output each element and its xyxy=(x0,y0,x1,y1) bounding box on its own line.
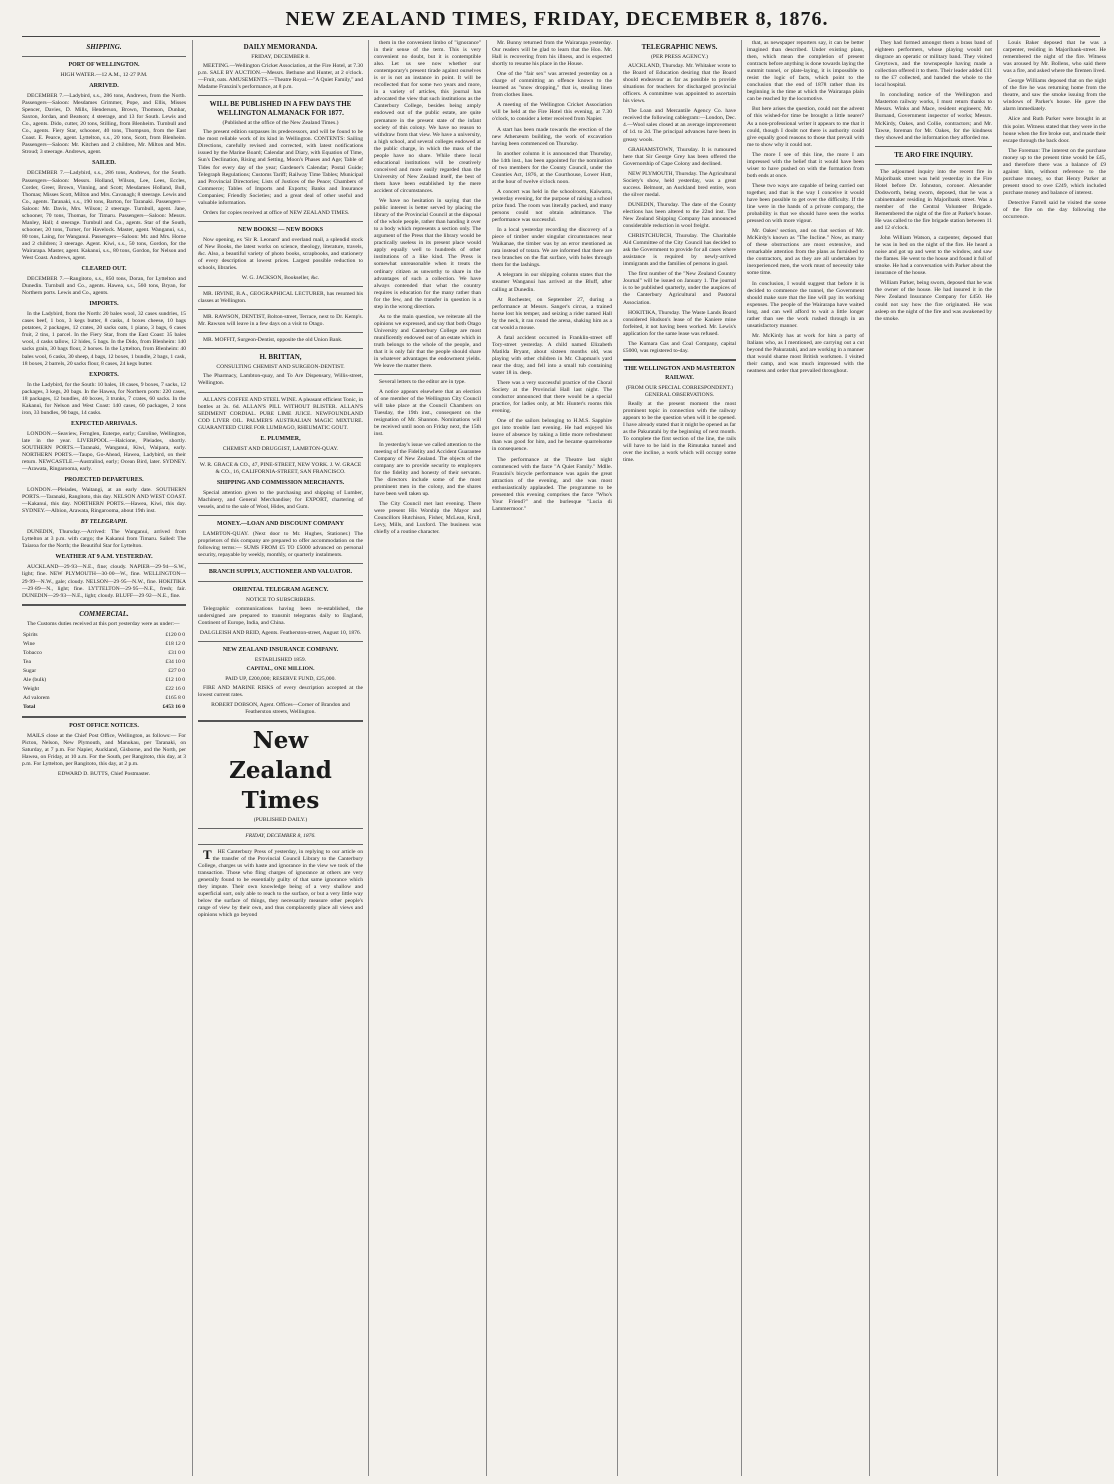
railway-text: These two ways are capable of being carried out together, and that is the way I conceive it would have been possible to get over the difficulty. If the line were in the hands of a private company, the probability is that we should have seen the works pressed on with more vigour. xyxy=(747,182,864,225)
column-shipping xyxy=(22,40,191,1476)
railway-subheading: (FROM OUR SPECIAL CORRESPONDENT.) GENERAL OBSERVATIONS. xyxy=(626,384,733,398)
projected-text: LONDON.—Pleiades, Waitangi, at an early date. SOUTHERN PORTS.—Taranaki, Rangitoto, this day. NELSON AND WEST COAST.—Kakanui, this day. NORTHERN PORTS.—Hawea, Kiwi, this day. SYDNEY.—Albion, Arawata, Ringarooma, about 19th inst. xyxy=(22,487,186,515)
tides-text: HIGH WATER.—12 A.M., 12·27 P.M. xyxy=(60,72,148,78)
column-fire-inquiry xyxy=(869,40,997,1476)
local-news: A start has been made towards the erection of the new Athenæum building, the work of excavation having been commenced on Thursday. xyxy=(492,126,612,147)
imports-heading: IMPORTS. xyxy=(89,301,119,308)
brittan-text: The Pharmacy, Lambton-quay, and To Are Dispensary, Willis-street, Wellington. xyxy=(198,373,363,387)
telegraphic-heading: TELEGRAPHIC NEWS. xyxy=(641,43,718,51)
moffit-advert: MR. MOFFIT, Surgeon-Dentist, opposite the old Union Bank. xyxy=(203,337,343,344)
telegram-item: NEW PLYMOUTH, Thursday. The Agricultural Society's show, held yesterday, was a great success. Belmont, an Auckland bred entire, won the silver medal. xyxy=(623,170,736,198)
commercial-intro: The Customs duties received at this port yesterday were as under:— xyxy=(27,620,180,627)
arrived-text: DECEMBER 7.—Ladybird, s.s., 286 tons, Andrews, from the North. Passengers—Saloon: Mesdames Grimmer, Pope, and Ellis, Misses Spencer, Davies, D. Mills, Henderson, Brown, Thomson, Dunbar, Saxton, Jordan, and Beatson; 4 steerage, and 13 for South. Lewis and Co., agents. Dido, cutter, 20 tons, Stilling, from Blenheim. Turnbull and Co., agents. Fiery Star, schooner, 40 tons, Thompson, from the East Coast. E. Pearce, agent. Lyttelton, s.s., 20 tons, Scott, from Blenheim. Passengers—Saloon: Mr. Kitchen and 2 children, Mr. Milton and Mrs. Stroud; 3 steerage. Andrews, agent. xyxy=(22,93,186,156)
insurance-heading: NEW ZEALAND INSURANCE COMPANY. xyxy=(222,647,339,654)
brittan-subheading: CONSULTING CHEMIST AND SURGEON-DENTIST. xyxy=(216,364,345,371)
editorial-continued: them in the convenient limbo of "ignorance" in their sense of the term. This is very convenient no doubt, but it is contemptible also. Let us see now whether our contemporary's present tirade against ourselves is or is not an instance in point. It will be recollected that for some two years and more, in a variety of articles, this journal has advocated the view that such institutions as the Canterbury College, besides being amply endowed out of the public estate, are quite premature in the present state of the infant society of this colony. We have no reason to withdraw from that view. We have a university, a high school, and several colleges endowed at the public charge, in which the mass of the people have no share. While there local educational institutions will be creatively conceived and more easily regarded than the University of New Zealand itself, the best of them have been established by the mere accident of circumstances. xyxy=(374,40,481,194)
insurance-capital: CAPITAL, ONE MILLION. xyxy=(246,666,315,673)
railway-text: Mr. Oakes' section, and on that section of Mr. McKirdy's known as "The Incline." Now, as many of these obstructions are most extensive, and remarkable attention from the plans as furnished to the contractors, and as they are all undertaken by inexperienced men, the work must of necessity take some time. xyxy=(747,228,864,277)
grace-text: Special attention given to the purchasing and shipping of Lumber, Machinery, and General Merchandise; for EXPORT, chartering of vessels, and to the sale of Wool, Hides, and Gum. xyxy=(198,489,363,510)
grace-heading: W. R. GRACE & CO., 47, PINE-STREET, NEW YORK. J. W. GRACE & CO., 16, CALIFORNIA-STREET, SAN FRANCISCO. xyxy=(199,461,362,475)
telegram-item: The Kumara Gas and Coal Company, capital £5000, was registered to-day. xyxy=(623,340,736,354)
customs-value: £34 10 0 xyxy=(165,658,185,665)
imports-text: In the Ladybird, from the North: 20 bales wool, 32 cases sundries, 15 cases beef, 1 box, 3 kegs butter, 8 casks, 4 boxes cheese, 10 bags potatoes, 2 packages, 12 crates, 20 sacks oats, 1 piano, 3 bags, 6 cases fruit, 2 tins, 1 parcel. In the Fiery Star, from the East Coast: 35 bales wool, 4 casks tallow, 12 hides, 5 bags. In the Dido, from Blenheim: 140 sacks grain, 30 bags flour, 2 horses. In the Lyttelton, from Blenheim: 40 bales wool, 6 casks, 30 sheep, 4 bags, 12 boxes, 1 bundle, 2 bags, 1 cask, 18 boxes, 2 barrels, 20 sacks flour, 8 cases, 24 kegs butter. xyxy=(22,311,186,367)
local-news: Mr. Bunny returned from the Wairarapa yesterday. Our readers will be glad to learn that the Hon. Mr. Hall is recovering from his illness, and is expected shortly to resume his place in the House. xyxy=(492,40,612,68)
customs-item: Tea xyxy=(23,658,31,665)
customs-item: Sugar xyxy=(23,667,37,674)
divider xyxy=(198,515,363,516)
customs-item: Weight xyxy=(23,685,40,692)
inquiry-text: Detective Farrell said he visited the scene of the fire on the day following the occurrence. xyxy=(1003,199,1106,221)
divider xyxy=(198,392,363,393)
inquiry-text: John William Watson, a carpenter, deposed that he was in bed on the night of the fire. He heard a noise and got up and went to the window, and saw the flames. He went to the house and found it full of smoke. He had a conversation with Parker about the insurance of the house. xyxy=(875,235,992,277)
brittan-heading: H. BRITTAN, xyxy=(259,353,302,362)
plummer-subheading: CHEMIST AND DRUGGIST, LAMBTON-QUAY. xyxy=(222,445,339,452)
oriental-text: Telegraphic communications having been re-established, the undersigned are prepared to transmit telegrams daily to England, Continent of Europe, India, and China. xyxy=(198,606,363,627)
weather-text: AUCKLAND—29·93—N.E., fine; cloudy. NAPIER—29·94—S.W., light; fine. NEW PLYMOUTH—30·00—W., fine. WELLINGTON—29·99—N.W., gale; cloudy. NELSON—29·95—N.W., fine. HOKITIKA—29·89—N., light; fine. LYTTELTON—29·95—N.E., fresh; fair. DUNEDIN—29·93—N.E., light; cloudy. BLUFF—29·92—N.E., fine. xyxy=(22,564,186,599)
column-advertisements xyxy=(192,40,368,1476)
editorial-text: THE Canterbury Press of yesterday, in replying to our article on the transfer of the Provincial Council Library to the Canterbury College, charges us with haste and ignorance in the view we took of the transaction. Those who fling charges of ignorance at others are very generally found to be essentially guilty of that same ignorance which they impute. Their own knowledge being of a very shallow and superficial sort, only able to reach to the surface, or but a very little way below the surface of things, they necessarily measure other people's range of view by their own, and thus complacently place all views and opinions which go beyond xyxy=(198,846,363,919)
local-news: One of the "fair sex" was arrested yesterday on a charge of committing an offence known to the learned as "snow dropping," that is, stealing linen from clothes lines. xyxy=(492,71,612,99)
sailed-heading: SAILED. xyxy=(92,160,116,167)
table-row xyxy=(22,631,186,640)
telegram-item: CHRISTCHURCH, Thursday. The Charitable Aid Committee of the City Council has decided to ask the Government to provide for all cases where assistance is required by newly-arrived immigrants and the families of persons in gaol. xyxy=(623,233,736,268)
cleared-text: DECEMBER 7.—Rangitoto, s.s., 850 tons, Doran, for Lyttelton and Dunedin. Turnbull and Co., agents. Hawea, s.s., 560 tons, Bryan, for Northern ports. Lewis and Co., agents. xyxy=(22,276,186,297)
memoranda-text: MEETING.—Wellington Cricket Association, at the Fire Hotel, at 7.30 p.m. SALE BY AUCTION.—Messrs. Bethune and Hunter, at 2 o'clock.—Fruit, oats. AMUSEMENTS.—Theatre Royal.—"A Quiet Family," and Madame Franzini's performance, at 8 p.m. xyxy=(198,63,364,91)
cleared-heading: CLEARED OUT. xyxy=(81,266,127,273)
grace-subheading: SHIPPING AND COMMISSION MERCHANTS. xyxy=(216,479,345,486)
telegram-item: The Loan and Mercantile Agency Co. have received the following cablegram:—London, Dec. 4.—Wool sales closed at an average improvement of 1d. to 2d. The principal advances have been in greasy wools. xyxy=(623,108,736,143)
almanack-note: Orders for copies received at office of NEW ZEALAND TIMES. xyxy=(203,209,350,216)
port-heading: PORT OF WELLINGTON. xyxy=(68,62,140,68)
telegram-item: The first number of the "New Zealand Country Journal" will be issued on January 1. The journal is to be published quarterly, under the auspices of the Canterbury Agricultural and Pastoral Association. xyxy=(623,271,736,306)
inquiry-text: Alice and Ruth Parker were brought in at this point. Witness stated that they were in the house when the fire broke out, and made their escape through the back door. xyxy=(1003,116,1106,144)
divider xyxy=(198,581,363,582)
arrived-heading: ARRIVED. xyxy=(89,83,119,90)
insurance-established: ESTABLISHED 1859. xyxy=(254,657,307,664)
telegram-item: HOKITIKA, Thursday. The Waste Lands Board considered Hudson's lease of the Kaniere mine forfeited, it not having been worked. Mr. Lewis's application for the same lease was refused. xyxy=(623,309,736,337)
editorial-paragraph: We have no hesitation in saying that the public interest is better served by placing the library of the Provincial Council at the disposal of the whole people, rather than handing it over to a body which represents a section only. The argument of the Press that the library would be practically useless in its present place would apply equally well to hundreds of other institutions of a like kind. The Press is somewhat unreasonable when it treats the ordinary citizen as unworthy to share in the advantages of such a collection. We have always contended that what the country requires is education for the many rather than for the few, and the transfer in question is a step in the wrong direction. xyxy=(374,198,481,310)
sailed-text: DECEMBER 7.—Ladybird, s.s., 286 tons, Andrews, for the South. Passengers—Saloon: Messrs. Holland, Wilson, Lee, Lees, Eccles, Corder, Greer, Brown, Vinning, and Scott; Mesdames Holland, Bull, Thomas; Misses Scott, Milton and Mrs. Cavanagh; 8 steerage. Lewis and Co., agents. Taranaki, s.s., 190 tons, Barton, for Taranaki. Passengers—Saloon: Mr. Davis, Mrs. Wilson; 2 steerage. Turnbull, agent. Jane, schooner, 70 tons, Thomas, for Timaru. Passengers—Saloon: Messrs. Manley, Hall; 4 steerage. Turnbull and Co., agents. Star of the South, schooner, 20 tons, Turner, for Havelock. Master, agent. Wanganui, s.s., 80 tons, Laing, for Wanganui. Passengers—Saloon: Mr. and Mrs. Horne and 2 children; 3 steerage. Agent. Kiwi, s.s., 50 tons, Gordon, for the Wairarapa. Master, agent. Kakanui, s.s., 80 tons, Gordon, for Nelson and West Coast. Andrews, agent. xyxy=(22,170,186,262)
post-office-text: MAILS close at the Chief Post Office, Wellington, as follows:— For Picton, Nelson, New Plymouth, and Manukau, per Taranaki, on Saturday, at 7 p.m. For Napier, Auckland, Gisborne, and the North, per Hawea, on Friday, at 10 a.m. For the South, per Rangitoto, this day, at 3 p.m. For Lyttelton, per Rangitoto, this day, at 2 p.m. xyxy=(22,732,186,767)
divider xyxy=(875,146,992,147)
customs-value: £120 0 0 xyxy=(165,631,185,638)
local-news: In another column it is announced that Thursday, the 14th inst., has been appointed for the nomination of two members for the County Council, under the Counties Act, 1876, at the Courthouse, Lower Hutt, at the hour of twelve o'clock noon. xyxy=(492,150,612,185)
local-news: One of the sailors belonging to H.M.S. Sapphire got into trouble last evening. He had enjoyed his leave of absence by taking a little more refreshment than was good for him, and he became quarrelsome in consequence. xyxy=(492,418,612,453)
allans-advert: ALLAN'S COFFEE AND STEEL WINE. A pleasant efficient Tonic, in bottles at 2s. 6d. ALLAN'S PILL WITHOUT BLISTER. ALLAN'S SEDIMENT CORDIAL. PURE LIME JUICE. NEWFOUNDLAND COD LIVER OIL. PALMER'S AUSTRALIAN MAGIC MIXTURE. GUARANTEED CURE FOR LUMBAGO, RHEUMATIC GOUT. xyxy=(198,396,363,431)
divider xyxy=(198,332,363,333)
telegraph-text: DUNEDIN, Thursday.—Arrived: The Wanganui, arrived from Lyttelton at 3 p.m. with cargo; the Kakanui from Timaru. Sailed: The Taiaroa for the North; the Beautiful Star for Lyttelton. xyxy=(22,529,186,550)
divider xyxy=(198,309,363,310)
insurance-paid-up: PAID UP, £200,000; RESERVE FUND, £25,000. xyxy=(225,675,336,682)
column-editorial xyxy=(368,40,486,1476)
oriental-subheading: NOTICE TO SUBSCRIBERS. xyxy=(245,597,316,604)
customs-item: Spirits xyxy=(23,631,38,638)
column-telegraphic-news xyxy=(617,40,741,1476)
divider xyxy=(198,828,363,829)
money-heading: MONEY.—LOAN AND DISCOUNT COMPANY xyxy=(217,521,344,528)
local-news: In a local yesterday recording the discovery of a piece of timber under singular circumstances near Waikanae, the timber was by an error mentioned as rata instead of totara. We are informed that there are two branches on the flat surface, with holes through them for the lashings. xyxy=(492,227,612,269)
shipping-heading: SHIPPING. xyxy=(86,43,122,51)
local-news: In yesterday's issue we called attention to the meeting of the Fidelity and Accident Guarantee Company of New Zealand. The objects of the company are to provide security to employers for the fidelity and honesty of their servants. The directors include some of the most prominent men in the colony, and the shares have been well taken up. xyxy=(374,441,481,497)
post-office-heading: POST OFFICE NOTICES. xyxy=(69,722,139,729)
table-row xyxy=(22,676,186,685)
customs-item: Tobacco xyxy=(23,649,42,656)
telegram-item: GRAHAMSTOWN, Thursday. It is rumoured here that Sir George Grey has been offered the Governorship of Cape Colony and declined. xyxy=(623,146,736,167)
customs-value: £31 0 0 xyxy=(168,649,185,656)
divider xyxy=(198,457,363,458)
letters-note: Several letters to the editor are in type. xyxy=(379,379,466,386)
divider xyxy=(623,359,736,361)
railway-text: Really at the present moment the most prominent topic in connection with the railway appears to be the question when will it be opened. I have already stated that it might be opened as far as the Pakuratahi by the beginning of next month. To complete the first section of the line, the rails will have to be laid in the Rimutaka tunnel and over the incline, a work which will occupy some time. xyxy=(623,400,736,464)
railway-text: Mr. McKirdy has at work for him a party of Italians who, as I mentioned, are carrying out a cut beyond the Pakuratahi, and are working in a manner that would shame most British workmen. I visited their camp, and was much impressed with the neatness and order that prevailed throughout. xyxy=(747,332,864,375)
railway-text: But here arises the question, could not the advent of this wished-for time be brought a little nearer? As a non-professional writer it appears to me that it could, though I doubt not there is authority could give equally good reasons to those that prevail with me to show why it could not. xyxy=(747,106,864,148)
divider xyxy=(875,164,992,165)
column-inquiry-continued xyxy=(997,40,1106,1476)
books-signature: W. G. JACKSON, Bookseller, &c. xyxy=(241,275,320,282)
railway-text: In concluding notice of the Wellington and Masterton railway works, I must return thanks to Messrs. Winks and Mace, resident engineers; Mr. Burnand, Government inspector of works; Messrs. McKirdy, Oakes, and Collie, contractors; and Mr. Tawse, foreman for Mr. Oakes, for the kindness they showed and the information they afforded me. xyxy=(875,92,992,141)
newspaper-date: FRIDAY, DECEMBER 8, 1876. xyxy=(245,832,316,839)
customs-value: £453 16 0 xyxy=(162,703,185,710)
divider xyxy=(198,844,363,845)
fire-inquiry-heading: TE ARO FIRE INQUIRY. xyxy=(894,150,973,159)
exports-heading: EXPORTS. xyxy=(89,371,119,378)
divider xyxy=(198,348,363,349)
local-news: A telegram in our shipping column states that the steamer Wanganui has arrived at the Bluff, after calling at Dunedin. xyxy=(492,272,612,293)
telegram-item: AUCKLAND, Thursday. Mr. Whitaker wrote to the Board of Education desiring that the Board should endeavour as far as possible to provide situations for teachers for discharged provincial officers. A committee was appointed to ascertain his views. xyxy=(623,63,736,105)
memoranda-heading: DAILY MEMORANDA. xyxy=(243,43,318,51)
expected-text: LONDON.—Seaview, Fernglen, Euterpe, early; Caroline, Wellington, late in the year. LIVERPOOL.—Halcione, Pleiades, shortly. SOUTHERN PORTS.—Taranaki, Wanganui, Kiwi, Waipara, early. NORTHERN PORTS.—Taupo, Go-Ahead, Hawea, Ladybird, on their return. NEWCASTLE.—Australind, early; Ocean Bird, later. SYDNEY.—Arawata, Ringarooma, early. xyxy=(22,430,186,473)
railway-text: They had formed amongst them a brass band of eighteen performers, whose playing would not disgrace an operatic or military band. They visited Greytown, and the townspeople having made a collection offered it to them. Their leader added £11 to the £7 collected, and handed the whole to the local hospital. xyxy=(875,40,992,89)
customs-item: Ad valorem xyxy=(23,694,50,701)
table-row xyxy=(22,649,186,658)
local-news: A notice appears elsewhere that an election of one member of the Wellington City Council will take place at the Council Chambers on Tuesday, the 19th inst., consequent on the resignation of Mr. Shannon. Nominations will be received until noon on Friday next, the 15th inst. xyxy=(374,389,481,438)
divider xyxy=(22,604,186,606)
local-news: A fatal accident occurred in Franklin-street off Tory-street yesterday. A child named Elizabeth Matilda Bryant, about sixteen months old, was playing with other children in Mr. Chapman's yard near the dray, and fell into a small tub containing water 18 in. deep. xyxy=(492,334,612,377)
customs-value: £165 8 0 xyxy=(165,694,185,701)
newspaper-subtitle: (PUBLISHED DAILY.) xyxy=(253,816,308,823)
customs-value: £27 0 0 xyxy=(168,667,185,674)
insurance-signature: ROBERT DOBSON, Agent. Offices—Corner of Brandon and Featherston streets, Wellington. xyxy=(211,701,350,715)
inquiry-text: Louis Baker deposed that he was a carpenter, residing in Majoribank-street. He remembered the night of the fire. Witness was aroused by Mr. Bollens, who said there was a fire, and asked where the firemen lived. xyxy=(1003,40,1106,75)
customs-value: £12 10 0 xyxy=(165,676,185,683)
customs-item: Total xyxy=(23,703,36,710)
local-news: A concert was held in the schoolroom, Kaiwarra, yesterday evening, for the purpose of raising a school prize fund. The room was literally packed, and many persons could not obtain admittance. The performance was successful. xyxy=(492,188,612,224)
divider xyxy=(198,563,363,564)
commercial-heading: COMMERCIAL. xyxy=(79,609,129,618)
table-row xyxy=(22,640,186,649)
oriental-signature: DALGLEISH AND REID, Agents. Featherston-street, August 10, 1876. xyxy=(199,630,362,637)
projected-heading: PROJECTED DEPARTURES. xyxy=(64,477,144,484)
railway-text: The more I see of this line, the more I am impressed with the belief that it would have been wiser to have pushed on with the formation from both ends at once. xyxy=(747,151,864,179)
divider xyxy=(198,720,363,722)
divider xyxy=(22,56,186,57)
expected-heading: EXPECTED ARRIVALS. xyxy=(71,420,137,427)
table-row xyxy=(22,658,186,667)
money-text: LAMBTON-QUAY. (Next door to Mr. Hughes, Stationer.) The proprietors of this company are prepared to offer accommodation on the following terms:— SUMS FROM £5 TO £5000 advanced on personal security, repayable by weekly, monthly, or quarterly instalments. xyxy=(198,531,363,559)
rawson-advert: MR. RAWSON, DENTIST, Bolton-street, Terrace, next to Dr. Kemp's. Mr. Rawson will leave in a few days on a visit to Otago. xyxy=(198,314,363,328)
oriental-heading: ORIENTAL TELEGRAM AGENCY. xyxy=(232,587,329,594)
almanack-heading: WILL BE PUBLISHED IN A FEW DAYS THE WELLINGTON ALMANACK FOR 1877. xyxy=(209,100,352,118)
masthead-title: NEW ZEALAND TIMES, FRIDAY, DECEMBER 8, 1876. xyxy=(285,8,829,30)
newspaper-title: New Zealand Times xyxy=(229,726,332,814)
exports-text: In the Ladybird, for the South: 10 bales, 18 cases, 9 boxes, 7 sacks, 12 packages, 3 kegs, 20 bags. In the Hawea, for Northern ports: 220 cases, 18 packages, 12 bundles, 40 boxes, 3 trunks, 7 crates, 60 sacks. In the Kakanui, for Nelson and West Coast: 140 cases, 60 packages, 2 tons iron, 33 bundles, 90 bags, 14 casks. xyxy=(22,381,186,416)
almanack-text: The present edition surpasses its predecessors, and will be found to be the most reliable work of its kind in Wellington. CONTENTS: Sailing Directions, carefully revised and corrected, with latest notifications issued by the Marine Board; Calendar and Diary, with Equation of Time, Sun's Declination, Rising and Setting, Moon's Phases and Age; Table of Tides for every day of the year; Gardener's Calendar; Postal Guide; Telegraph Regulations; Customs Tariff; Railway Time Tables; Municipal and Provincial Directories; Lists of Justices of the Peace; Chambers of Commerce; Tables of Imports and Exports; Banks and Insurance Companies; Friendly Societies; and a great deal of other useful and valuable information. xyxy=(198,129,363,206)
irvine-advert: MR. IRVINE, B.A., GEOGRAPHICAL LECTURER, has resumed his classes at Wellington. xyxy=(198,291,363,305)
divider xyxy=(198,95,363,96)
customs-item: Wine xyxy=(23,640,35,647)
divider xyxy=(198,221,363,222)
table-row xyxy=(22,694,186,703)
local-news: The City Council met last evening. There were present His Worship the Mayor and Councillors Hutchison, Fisher, McLean, Krull, Levy, Mills, and Luxford. The business was chiefly of a routine character. xyxy=(374,500,481,536)
customs-value: £22 16 0 xyxy=(165,685,185,692)
local-news: At Rochester, on September 27, during a performance at Messrs. Sanger's circus, a trained horse lost his temper, and seizing a rider named Hall by the neck, it ran round the arena, shaking him as a cat would a mouse. xyxy=(492,296,612,331)
local-news: There was a very successful practice of the Choral Society at the Provincial Hall last night. The conductor announced that there would be a special practice, for ladies only, at Mr. Hunter's rooms this evening. xyxy=(492,380,612,415)
divider xyxy=(198,641,363,642)
books-heading: NEW BOOKS! — NEW BOOKS xyxy=(237,226,324,233)
divider xyxy=(22,716,186,718)
masthead-rule xyxy=(22,36,1100,37)
telegram-item: DUNEDIN, Thursday. The date of the County elections has been altered to the 22nd inst. The New Zealand Shipping Company has announced considerable reduction in wool freight. xyxy=(623,201,736,230)
books-text: Now opening, ex 'Sir R. Leonard' and overland mail, a splendid stock of New Books, the latest works on science, theology, literature, travels, &c. Also, a beautiful variety of photo books, scrapbooks, and stationery of every description at lowest prices. Largest possible reduction to schools, libraries. xyxy=(198,236,363,272)
table-row xyxy=(22,703,186,712)
post-office-signature: EDWARD D. BUTTS, Chief Postmaster. xyxy=(57,770,151,777)
inquiry-text: George Williams deposed that on the night of the fire he was returning home from the theatre, and saw the smoke issuing from the windows of Parker's house. He gave the alarm immediately. xyxy=(1003,78,1106,113)
plummer-heading: E. PLUMMER, xyxy=(260,435,301,442)
table-row xyxy=(22,667,186,676)
inquiry-text: The Foreman: The interest on the purchase money up to the present time would be £45, and therefore there was a balance of £9 against him, without reference to the purchase money, so that Henry Parker at present stood to owe £249, which included purchase money and balance of interest. xyxy=(1003,147,1106,196)
local-news: The performance at the Theatre last night commenced with the farce "A Quiet Family." Mdlle. Franzini's bicycle performance was again the great attraction of the evening, and she was most enthusiastically applauded. The programme to be presented this evening comprises the farce "Who's Your Friend?" and the burlesque "Lucia di Lammermoor." xyxy=(492,456,612,512)
telegraph-heading: BY TELEGRAPH. xyxy=(80,519,128,526)
weather-heading: WEATHER AT 9 A.M. YESTERDAY. xyxy=(55,554,153,561)
customs-table xyxy=(22,631,186,712)
insurance-text: FIRE AND MARINE RISKS of every description accepted at the lowest current rates. xyxy=(198,684,363,698)
divider xyxy=(198,286,363,287)
customs-item: Ale (bulk) xyxy=(23,676,47,683)
railway-text: In conclusion, I would suggest that before it is decided to commence the tunnel, the Government should make sure that the line will pay its working expenses. The people of the Wairarapa have waited long, and can well afford to wait a little longer rather than see the work rushed through in an unsatisfactory manner. xyxy=(747,280,864,329)
railway-heading: THE WELLINGTON AND MASTERTON RAILWAY. xyxy=(624,365,735,381)
inquiry-text: The adjourned inquiry into the recent fire in Majoribank street was held yesterday in the Fire Hotel before Dr. Johnston, coroner. Alexander Dodsworth, being sworn, deposed, that he was a cabinetmaker residing in Majoribank street. Was a member of the Central Volunteer Brigade. Remembered the night of the fire at Parker's house. He was called to the fire brigade station between 11 and 12 o'clock. xyxy=(875,168,992,232)
telegraphic-subheading: (PER PRESS AGENCY.) xyxy=(651,54,708,60)
memoranda-date: FRIDAY, DECEMBER 8. xyxy=(251,54,310,60)
column-railway-continued xyxy=(741,40,869,1476)
local-news: A meeting of the Wellington Cricket Association will be held at the Fire Hotel this evening, at 7.30 o'clock, to consider a letter received from Napier. xyxy=(492,102,612,123)
table-row xyxy=(22,685,186,694)
divider xyxy=(374,374,481,375)
inquiry-text: William Parker, being sworn, deposed that he was the owner of the house. He had insured it in the New Zealand Insurance Company for £450. He could not say how the fire originated. He was asleep on the night of the fire and was awakened by the smoke. xyxy=(875,280,992,322)
almanack-subheading: (Published at the office of the New Zealand Times.) xyxy=(222,120,339,127)
column-local-news xyxy=(486,40,617,1476)
editorial-paragraph: As to the main question, we reiterate all the opinions we expressed, and say that both Otago University and Canterbury College are most munificently endowed out of an estate which in truth belongs to the whole of the people, and that it is only fair that the people should share in whatever advantages the endowment yields. We leave the matter there. xyxy=(374,313,481,370)
branch-heading: BRANCH SUPPLY, AUCTIONEER AND VALUATOR. xyxy=(208,569,353,576)
customs-value: £18 12 0 xyxy=(165,640,185,647)
railway-text: that, as newspaper reporters say, it can be better imagined than described. Under existing plans, then, which mean the completion of present contracts before anything is done towards laying the summit tunnel, or plate-laying, it is impossible to resist the logic of facts, which point to the conclusion that the end of 1878 rather than its beginning is the time at which the Wairarapa plain can be reached by the locomotive. xyxy=(747,40,864,103)
